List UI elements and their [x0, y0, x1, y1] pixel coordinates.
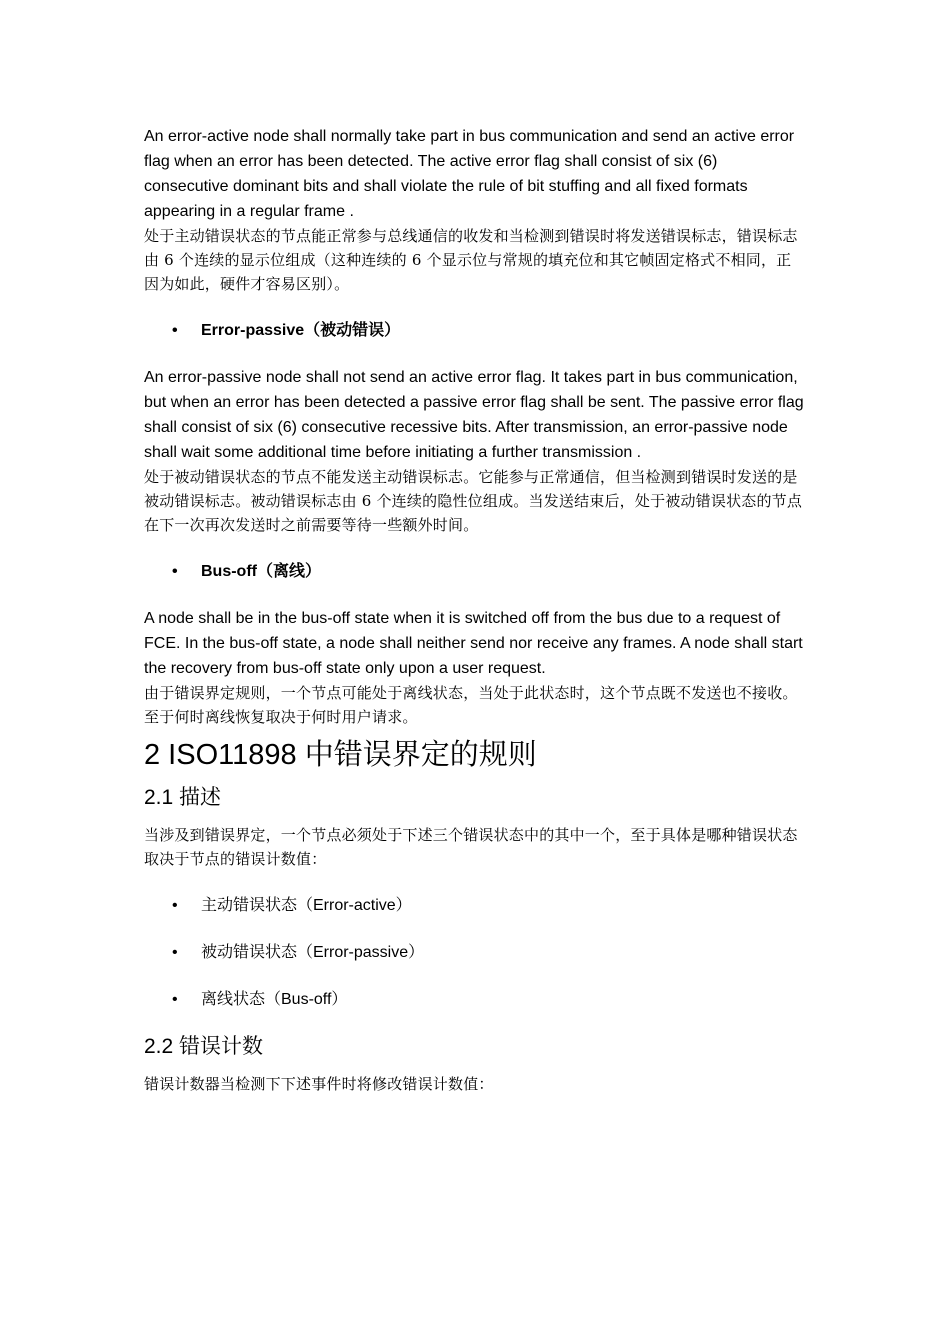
bus-off-bullet-label: Bus-off（离线）: [201, 563, 321, 580]
description-paragraph-zh: 当涉及到错误界定，一个节点必须处于下述三个错误状态中的其中一个，至于具体是哪种错误状态取决于节点的错误计数值：: [144, 826, 798, 868]
error-passive-paragraph-zh: 处于被动错误状态的节点不能发送主动错误标志。它能参与正常通信，但当检测到错误时发送的是被动错误标志。被动错误标志由 6 个连续的隐性位组成。当发送结束后，处于被动错误状态的节点在下一次再次发送时之前需要等待一些额外时间。: [144, 468, 803, 534]
state-list-item-label: 主动错误状态（Error-active）: [201, 897, 412, 914]
state-list-item: [144, 940, 804, 965]
bullet-icon: •: [172, 563, 178, 580]
state-list-item-label: 离线状态（Bus-off）: [201, 991, 348, 1008]
error-passive-bullet: [144, 318, 804, 343]
bullet-icon: •: [172, 991, 178, 1008]
state-list-item-label: 被动错误状态（Error-passive）: [201, 944, 425, 961]
error-count-paragraph-zh: 错误计数器当检测下下述事件时将修改错误计数值：: [144, 1075, 494, 1093]
bus-off-bullet: [144, 559, 804, 584]
bus-off-paragraph-zh: 由于错误界定规则，一个节点可能处于离线状态，当处于此状态时，这个节点既不发送也不接收。至于何时离线恢复取决于何时用户请求。: [144, 684, 798, 726]
state-list-item: [144, 987, 804, 1012]
document-page: [144, 124, 804, 1096]
bullet-icon: •: [172, 897, 178, 914]
error-passive-bullet-label: Error-passive（被动错误）: [201, 322, 401, 339]
section-heading-2: 2 ISO11898 中错误界定的规则: [144, 739, 537, 771]
subsection-heading-2-1: 2.1 描述: [144, 786, 222, 809]
state-list-item: [144, 893, 804, 918]
error-active-paragraph-zh: 处于主动错误状态的节点能正常参与总线通信的收发和当检测到错误时将发送错误标志，错误标志由 6 个连续的显示位组成（这种连续的 6 个显示位与常规的填充位和其它帧固定格式不相同，正因为如此，硬件才容易区别）。: [144, 227, 798, 293]
subsection-heading-2-2: 2.2 错误计数: [144, 1035, 264, 1058]
bus-off-paragraph-en: A node shall be in the bus-off state when it is switched off from the bus due to a request of FCE. In the bus-off state, a node shall neither send nor receive any frames. A node shall start the recovery from bus-off state only upon a user request.: [144, 610, 803, 677]
error-active-paragraph-en: An error-active node shall normally take part in bus communication and send an active error flag when an error has been detected. The active error flag shall consist of six (6) consecutive dominant bits and shall violate the rule of bit stuffing and all fixed formats appearing in a regular frame .: [144, 128, 795, 220]
error-passive-paragraph-en: An error-passive node shall not send an active error flag. It takes part in bus communication, but when an error has been detected a passive error flag shall be sent. The passive error flag shall consist of six (6) consecutive recessive bits. After transmission, an error-passive node shall wait some additional time before initiating a further transmission .: [144, 369, 804, 461]
bullet-icon: •: [172, 944, 178, 961]
bullet-icon: •: [172, 322, 178, 339]
